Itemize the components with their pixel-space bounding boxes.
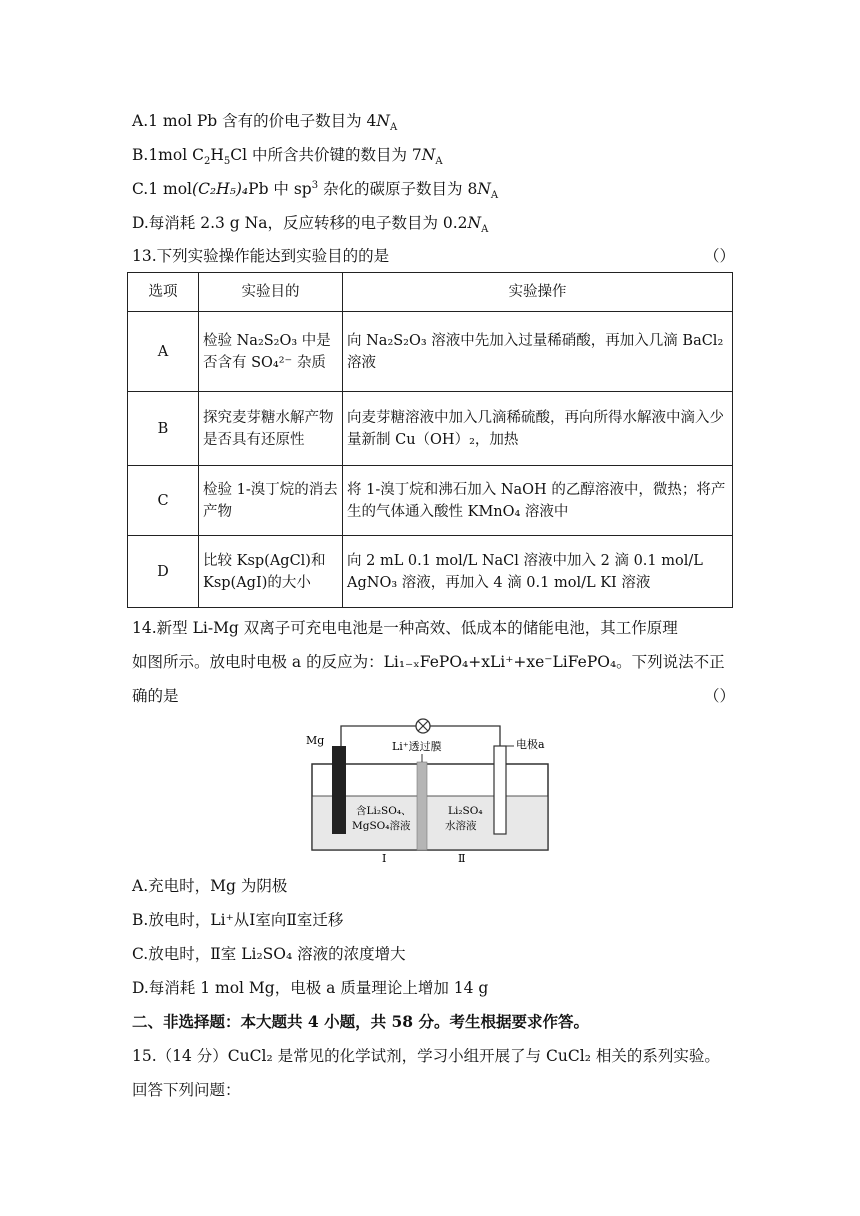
- q14-option-c: C.放电时，Ⅱ室 Li₂SO₄ 溶液的浓度增大: [132, 945, 406, 963]
- q14-stem-line2: 如图所示。放电时电极 a 的反应为：Li₁₋ₓFePO₄+xLi⁺+xe⁻LiFePO₄。下列说法不正: [132, 653, 725, 671]
- mg-electrode: [332, 746, 346, 834]
- row-aim: 检验 1-溴丁烷的消去产物: [199, 466, 343, 536]
- row-option: B: [128, 392, 199, 466]
- q13-answer-paren: （）: [704, 247, 736, 265]
- q15-stem-line2: 回答下列问题：: [132, 1081, 241, 1099]
- electrode-a: [494, 746, 506, 834]
- q14-answer-paren: （）: [704, 687, 736, 705]
- q12-option-c: C.1 mol(C₂H₅)₄Pb 中 $sp^3$ 杂化的碳原子数目为 $8N_A$: [132, 179, 499, 202]
- table-row: [128, 312, 733, 392]
- row-operation: 向 2 mL 0.1 mol/L NaCl 溶液中加入 2 滴 0.1 mol/L AgNO₃ 溶液，再加入 4 滴 0.1 mol/L KI 溶液: [343, 536, 733, 608]
- q15-stem-line1: 15.（14 分）CuCl₂ 是常见的化学试剂，学习小组开展了与 CuCl₂ 相关的系列实验。: [132, 1047, 720, 1065]
- left-solution-label: MgSO₄溶液: [352, 820, 411, 832]
- header-aim: 实验目的: [199, 273, 343, 312]
- section-heading: 二、非选择题：本大题共 4 小题，共 58 分。考生根据要求作答。: [132, 1012, 589, 1031]
- row-option: A: [128, 312, 199, 392]
- bulb-icon: [416, 719, 430, 733]
- row-aim: 比较 Ksp(AgCl)和 Ksp(AgI)的大小: [199, 536, 343, 608]
- header-option: 选项: [128, 273, 199, 312]
- row-operation: 将 1-溴丁烷和沸石加入 NaOH 的乙醇溶液中，微热；将产生的气体通入酸性 KMnO₄ 溶液中: [343, 466, 733, 536]
- row-operation: 向 Na₂S₂O₃ 溶液中先加入过量稀硝酸，再加入几滴 BaCl₂ 溶液: [343, 312, 733, 392]
- row-aim: 检验 Na₂S₂O₃ 中是否含有 SO₄²⁻ 杂质: [199, 312, 343, 392]
- membrane-label: Li⁺透过膜: [392, 740, 442, 753]
- q14-option-a: A.充电时，Mg 为阴极: [132, 877, 288, 895]
- row-aim: 探究麦芽糖水解产物是否具有还原性: [199, 392, 343, 466]
- table-row: [128, 466, 733, 536]
- q14-option-b: B.放电时，Li⁺从Ⅰ室向Ⅱ室迁移: [132, 911, 344, 929]
- q12-option-b: B.1mol $C_2H_5Cl$ 中所含共价键的数目为 $7N_A$: [132, 146, 443, 168]
- right-solution-label: 水溶液: [445, 820, 477, 832]
- room-2-label: Ⅱ: [458, 852, 466, 865]
- left-solution-label: 含Li₂SO₄、: [356, 805, 412, 817]
- electrolyte-fill: [312, 796, 548, 850]
- electrode-a-label: 电极a: [516, 738, 545, 751]
- row-option: C: [128, 466, 199, 536]
- table-header-row: [128, 273, 733, 312]
- q13-table: [127, 272, 733, 608]
- q13-stem: 13.下列实验操作能达到实验目的的是: [132, 247, 390, 265]
- room-1-label: Ⅰ: [382, 852, 387, 865]
- li-membrane: [417, 762, 427, 850]
- q14-stem-line3: 确的是: [132, 687, 179, 705]
- q12-option-d: D.每消耗 2.3 g Na，反应转移的电子数目为 $0.2N_A$: [132, 214, 489, 236]
- header-operation: 实验操作: [343, 273, 733, 312]
- q14-stem-line1: 14.新型 Li-Mg 双离子可充电电池是一种高效、低成本的储能电池，其工作原理: [132, 619, 678, 637]
- right-solution-label: Li₂SO₄: [448, 805, 483, 817]
- row-operation: 向麦芽糖溶液中加入几滴稀硫酸，再向所得水解液中滴入少量新制 Cu（OH）₂，加热: [343, 392, 733, 466]
- row-option: D: [128, 536, 199, 608]
- table-row: [128, 536, 733, 608]
- mg-label: Mg: [306, 734, 325, 747]
- table-row: [128, 392, 733, 466]
- q12-option-a: A.1 mol Pb 含有的价电子数目为 $4N_A$: [132, 112, 398, 134]
- q14-option-d: D.每消耗 1 mol Mg，电极 a 质量理论上增加 14 g: [132, 979, 489, 997]
- battery-diagram: [300, 716, 570, 866]
